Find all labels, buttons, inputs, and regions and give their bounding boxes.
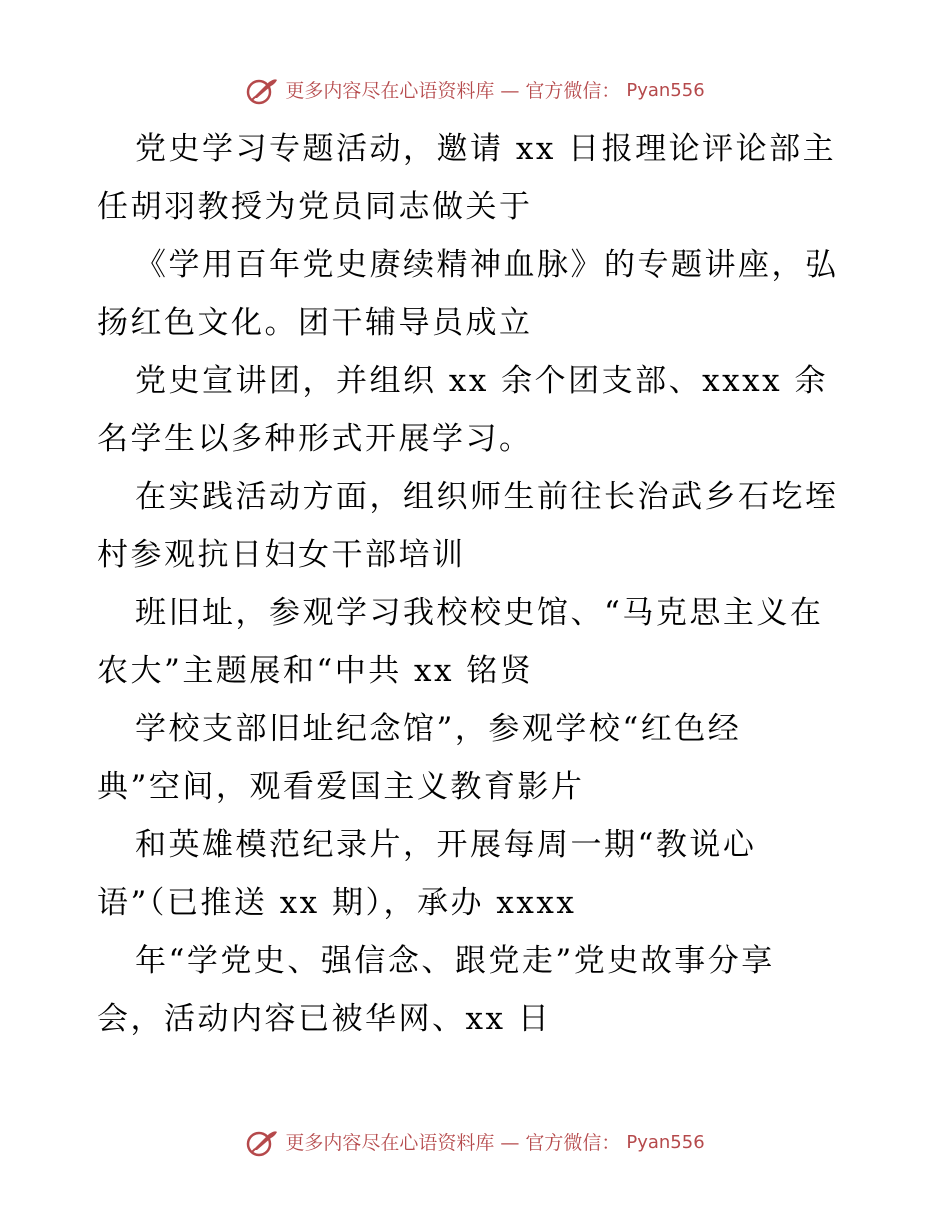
text-line: 年“学党史、强信念、跟党走”党史故事分享 (135, 943, 775, 979)
watermark-account: Pyan556 (626, 80, 705, 101)
text-line: 任胡羽教授为党员同志做关于 (97, 189, 533, 225)
text-line: 学校支部旧址纪念馆”，参观学校“红色经 (135, 711, 742, 747)
watermark-separator: — (500, 1132, 520, 1154)
text-line: 党史宣讲团，并组织 xx 余个团支部、xxxx 余 (135, 363, 828, 399)
watermark-account: Pyan556 (626, 1132, 705, 1153)
quill-logo-icon (245, 76, 279, 106)
text-line: 《学用百年党史赓续精神血脉》的专题讲座，弘 (135, 247, 839, 283)
quill-logo-icon (245, 1128, 279, 1158)
watermark-separator: — (500, 80, 520, 102)
watermark-label: 官方微信： (525, 1132, 621, 1154)
text-line: 村参观抗日妇女干部培训 (97, 537, 466, 573)
header-watermark (0, 76, 950, 106)
text-line: 班旧址，参观学习我校校史馆、“马克思主义在 (135, 595, 824, 631)
text-line: 语”（已推送 xx 期），承办 xxxx (97, 885, 577, 921)
text-line: 在实践活动方面，组织师生前往长治武乡石圪垤 (135, 479, 839, 515)
text-line: 和英雄模范纪录片，开展每周一期“教说心 (135, 827, 757, 863)
watermark-label: 官方微信： (525, 80, 621, 102)
footer-watermark (0, 1128, 950, 1158)
text-line: 典”空间，观看爱国主义教育影片 (97, 769, 585, 805)
text-line: 名学生以多种形式开展学习。 (97, 421, 533, 457)
text-line: 党史学习专题活动，邀请 xx 日报理论评论部主 (135, 131, 837, 167)
watermark-prefix: 更多内容尽在心语资料库 (285, 1132, 495, 1154)
document-body (97, 120, 857, 1048)
text-line: 农大”主题展和“中共 xx 铭贤 (97, 653, 534, 689)
text-line: 扬红色文化。团干辅导员成立 (97, 305, 533, 341)
watermark-prefix: 更多内容尽在心语资料库 (285, 80, 495, 102)
text-line: 会，活动内容已被华网、xx 日 (97, 1001, 552, 1037)
